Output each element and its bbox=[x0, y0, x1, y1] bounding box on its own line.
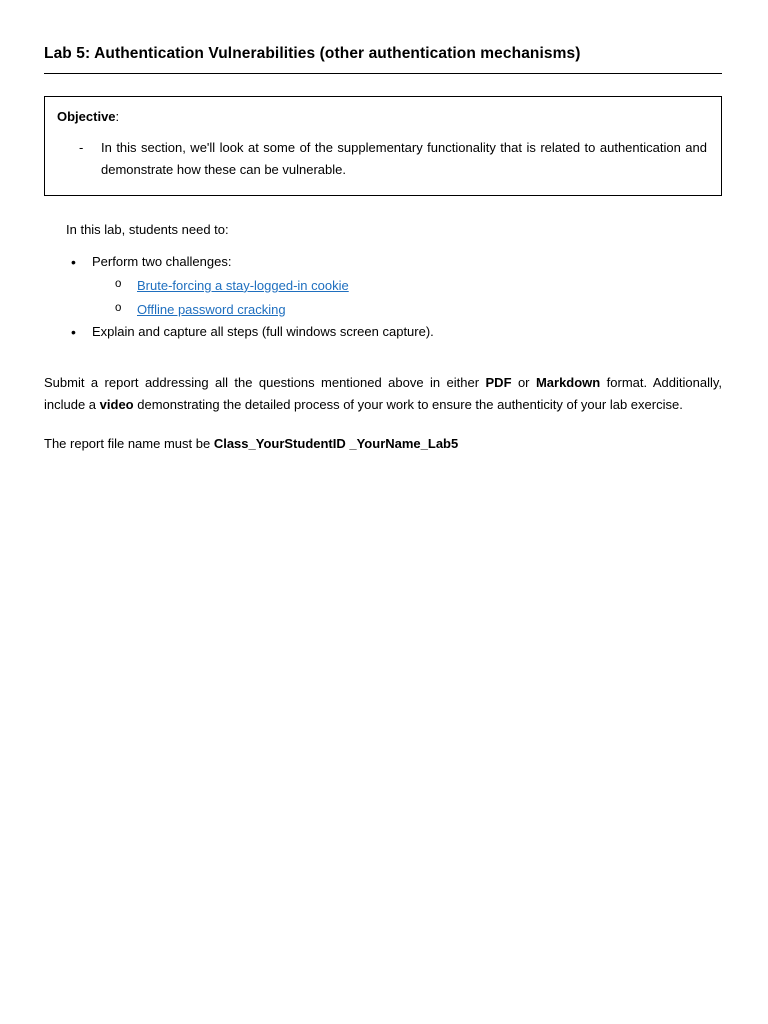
filename-paragraph bbox=[44, 433, 722, 455]
list-item bbox=[115, 274, 722, 298]
challenge-link-brute-forcing-cookie[interactable]: Brute-forcing a stay-logged-in cookie bbox=[137, 277, 349, 293]
objective-label-colon: : bbox=[115, 109, 120, 125]
submission-part3: demonstrating the detailed process of your work to ensure the authenticity of your lab exercise. bbox=[133, 397, 683, 413]
submission-mid1: or bbox=[511, 374, 536, 390]
list-item bbox=[115, 298, 722, 322]
bullet-text: Perform two challenges: bbox=[92, 254, 232, 270]
list-item bbox=[68, 321, 722, 344]
objective-item-text: In this section, we'll look at some of the supplementary functionality that is related to authentication and demonstrate how these can be vulnerable. bbox=[101, 139, 707, 177]
intro-text: In this lab, students need to: bbox=[66, 222, 229, 238]
objective-item-marker: - bbox=[79, 139, 84, 155]
format-video: video bbox=[99, 397, 134, 413]
objective-box bbox=[44, 96, 722, 196]
challenge-list bbox=[92, 274, 722, 321]
format-pdf: PDF bbox=[485, 374, 512, 390]
format-markdown: Markdown bbox=[535, 374, 601, 390]
objective-item bbox=[57, 137, 707, 182]
filename-prefix: The report file name must be bbox=[44, 435, 214, 451]
objective-label-text: Objective bbox=[57, 109, 116, 125]
page-title: Lab 5: Authentication Vulnerabilities (other authentication mechanisms) bbox=[44, 44, 722, 74]
submission-part1: Submit a report addressing all the questions mentioned above in either bbox=[44, 374, 486, 390]
filename-pattern: Class_YourStudentID _YourName_Lab5 bbox=[213, 435, 459, 451]
submission-part2: format. Additionally, include a bbox=[44, 374, 722, 413]
list-item bbox=[68, 251, 722, 321]
task-list bbox=[44, 251, 722, 344]
challenge-link-offline-password-cracking[interactable]: Offline password cracking bbox=[137, 301, 286, 317]
submission-paragraph bbox=[44, 372, 722, 417]
bullet-text: Explain and capture all steps (full windows screen capture). bbox=[92, 324, 434, 340]
objective-label bbox=[57, 107, 707, 127]
